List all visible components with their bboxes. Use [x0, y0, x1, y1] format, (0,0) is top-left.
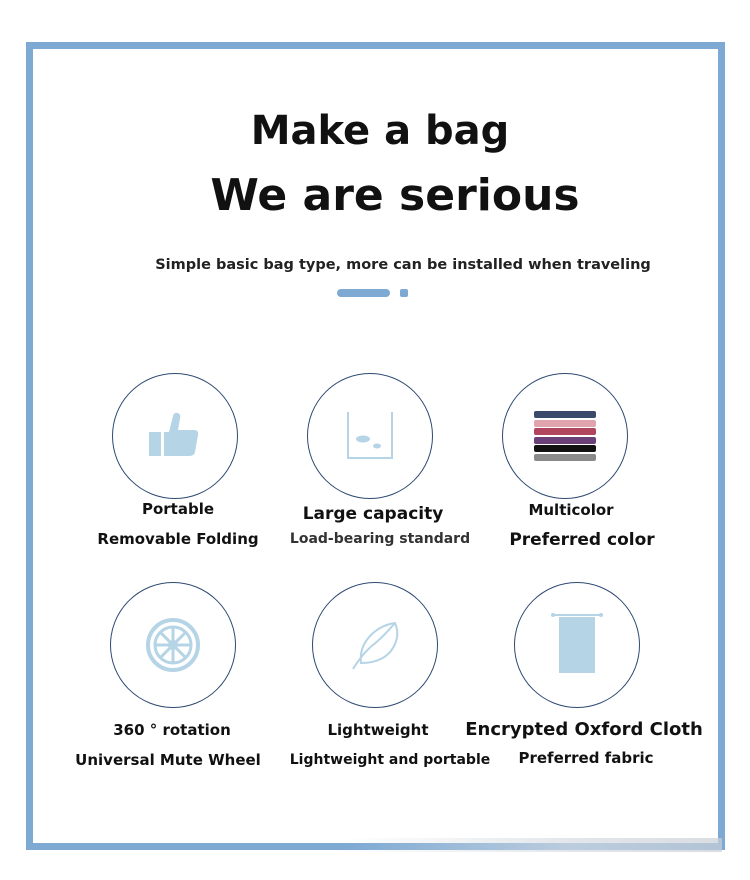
- feature-capacity-badge: [307, 373, 433, 499]
- feature-multicolor-subtitle: Preferred color: [509, 530, 655, 550]
- accent-divider-long: [337, 289, 390, 297]
- feature-rotation-title: 360 ° rotation: [113, 721, 231, 739]
- feature-lightweight-badge: [312, 582, 438, 708]
- headline-line2: We are serious: [210, 170, 580, 221]
- feature-fabric-badge: [514, 582, 640, 708]
- bottom-shadow: [342, 838, 722, 852]
- headline-subtitle: Simple basic bag type, more can be installed when traveling: [155, 257, 651, 273]
- wheel-icon: [143, 615, 203, 675]
- color-swatch: [534, 437, 596, 444]
- color-swatch: [534, 445, 596, 452]
- feature-capacity-subtitle: Load-bearing standard: [289, 531, 471, 547]
- color-stripes-icon: [534, 411, 596, 461]
- feather-icon: [343, 613, 407, 677]
- feature-lightweight-title: Lightweight: [327, 721, 429, 739]
- feature-capacity-title: Large capacity: [302, 504, 444, 524]
- feature-rotation-subtitle: Universal Mute Wheel: [75, 751, 261, 769]
- headline-line1: Make a bag: [250, 108, 510, 154]
- feature-fabric-title: Encrypted Oxford Cloth: [465, 719, 703, 740]
- feature-multicolor-title: Multicolor: [528, 501, 614, 519]
- feature-rotation-badge: [110, 582, 236, 708]
- color-swatch: [534, 428, 596, 435]
- feature-lightweight-subtitle: Lightweight and portable: [289, 752, 491, 768]
- feature-multicolor-badge: [502, 373, 628, 499]
- container-icon: [340, 406, 400, 466]
- feature-fabric-subtitle: Preferred fabric: [518, 749, 654, 767]
- feature-portable-title: Portable: [141, 500, 215, 518]
- feature-portable-badge: [112, 373, 238, 499]
- accent-divider-dot: [400, 289, 408, 297]
- color-swatch: [534, 420, 596, 427]
- fabric-icon: [545, 609, 609, 681]
- color-swatch: [534, 454, 596, 461]
- feature-portable-subtitle: Removable Folding: [97, 530, 259, 548]
- color-swatch: [534, 411, 596, 418]
- thumbs-up-icon: [145, 406, 205, 466]
